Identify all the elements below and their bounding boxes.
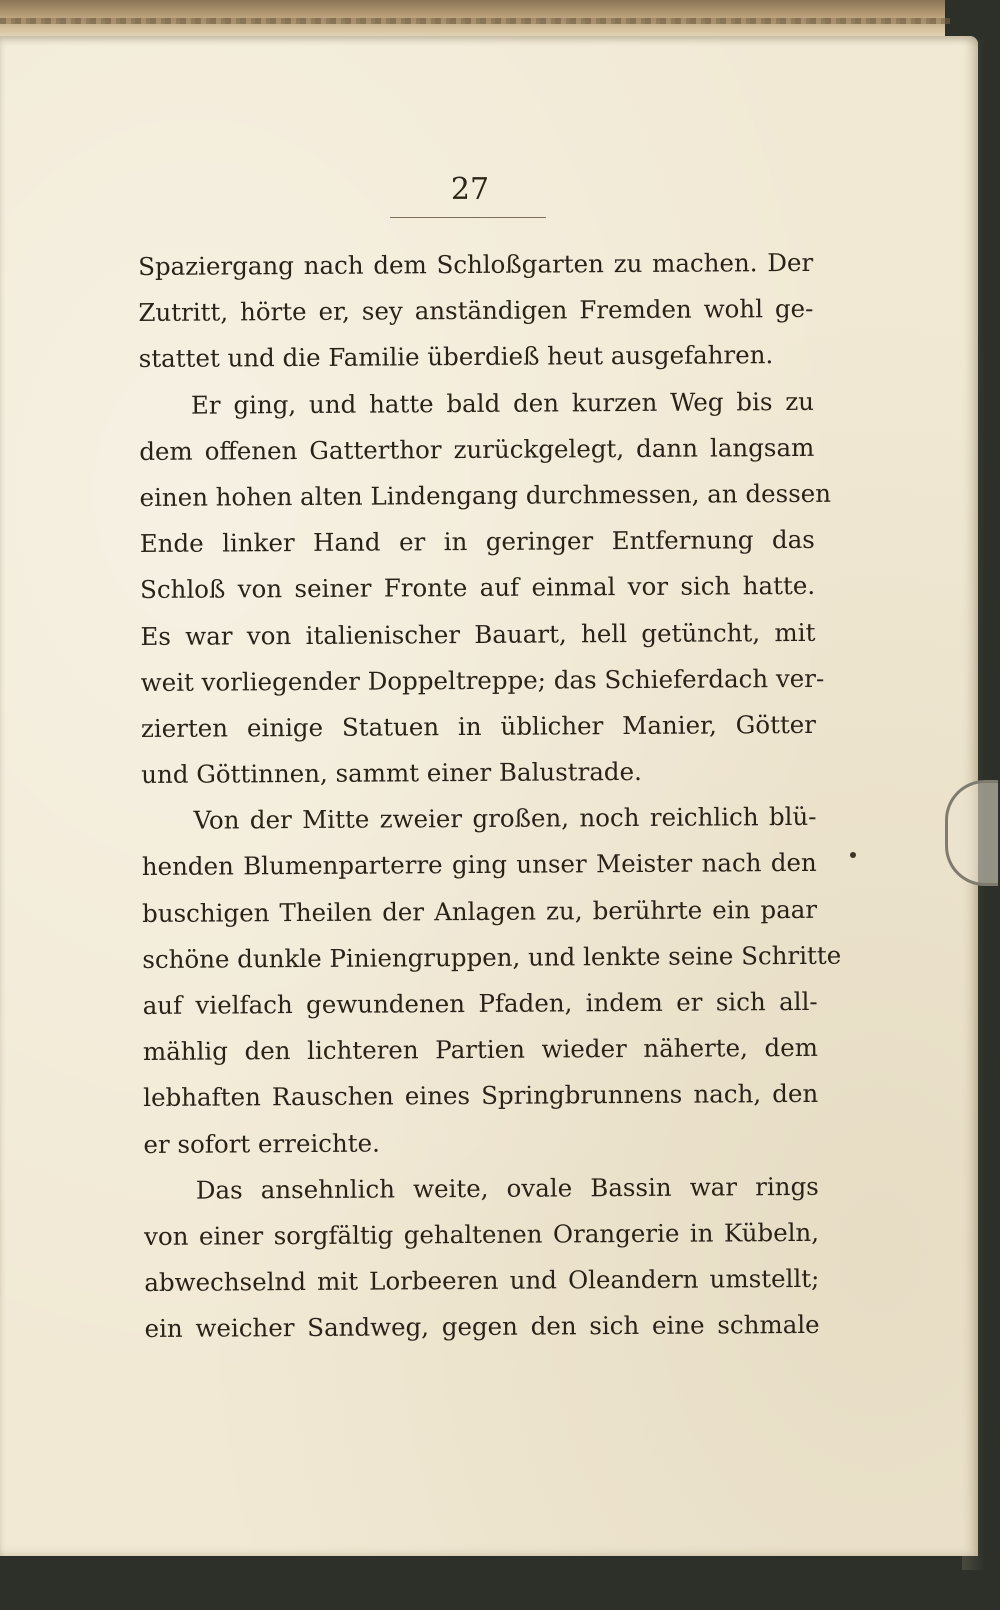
- text-line: lebhaften Rauschen eines Springbrunnens nach, den: [143, 1079, 819, 1113]
- page-number: 27: [450, 172, 490, 207]
- text-line: mählig den lichteren Partien wieder näherte, dem: [142, 1033, 819, 1067]
- text-line: schöne dunkle Piniengruppen, und lenkte seine Schritte: [142, 940, 842, 974]
- text-line: ein weicher Sandweg, gegen den sich eine schmale: [144, 1310, 820, 1344]
- text-line: auf vielfach gewundenen Pfaden, indem er sich all-: [142, 986, 818, 1020]
- text-line: und Göttinnen, sammt einer Balustrade.: [141, 756, 642, 790]
- text-line: Er ging, und hatte bald den kurzen Weg bis zu: [190, 386, 815, 420]
- text-line: Das ansehnlich weite, ovale Bassin war rings: [195, 1171, 819, 1205]
- page-edge-texture: [0, 18, 950, 24]
- text-line: Es war von italienischer Bauart, hell getüncht, mit: [140, 617, 816, 651]
- ink-spot: [850, 852, 856, 858]
- text-line: Zutritt, hörte er, sey anständigen Fremden wohl ge-: [138, 294, 814, 328]
- text-line: Von der Mitte zweier großen, noch reichlich blü-: [193, 802, 817, 835]
- text-line: dem offenen Gatterthor zurückgelegt, dann langsam: [139, 432, 815, 466]
- text-line: stattet und die Familie überdieß heut ausgefahren.: [138, 340, 774, 374]
- text-line: buschigen Theilen der Anlagen zu, berührte ein paar: [141, 894, 818, 928]
- text-line: abwechselnd mit Lorbeeren und Oleandern umstellt;: [144, 1263, 820, 1298]
- text-line: einen hohen alten Lindengang durchmessen, an dessen: [139, 478, 832, 512]
- text-line: er sofort erreichte.: [143, 1128, 380, 1159]
- text-line: henden Blumenparterre ging unser Meister nach den: [141, 848, 817, 882]
- text-line: Spaziergang nach dem Schloßgarten zu machen. Der: [138, 247, 814, 281]
- page-clip: [945, 780, 998, 886]
- header-rule: [390, 217, 546, 218]
- text-line: Ende linker Hand er in geringer Entfernung das: [139, 524, 815, 559]
- text-line: von einer sorgfältig gehaltenen Orangerie in Kübeln,: [143, 1217, 820, 1251]
- text-line: Schloß von seiner Fronte auf einmal vor sich hatte.: [140, 571, 816, 605]
- text-line: zierten einige Statuen in üblicher Manier, Götter: [140, 709, 817, 743]
- body-text: [138, 240, 842, 1353]
- text-line: weit vorliegender Doppeltreppe; das Schieferdach ver-: [140, 663, 825, 697]
